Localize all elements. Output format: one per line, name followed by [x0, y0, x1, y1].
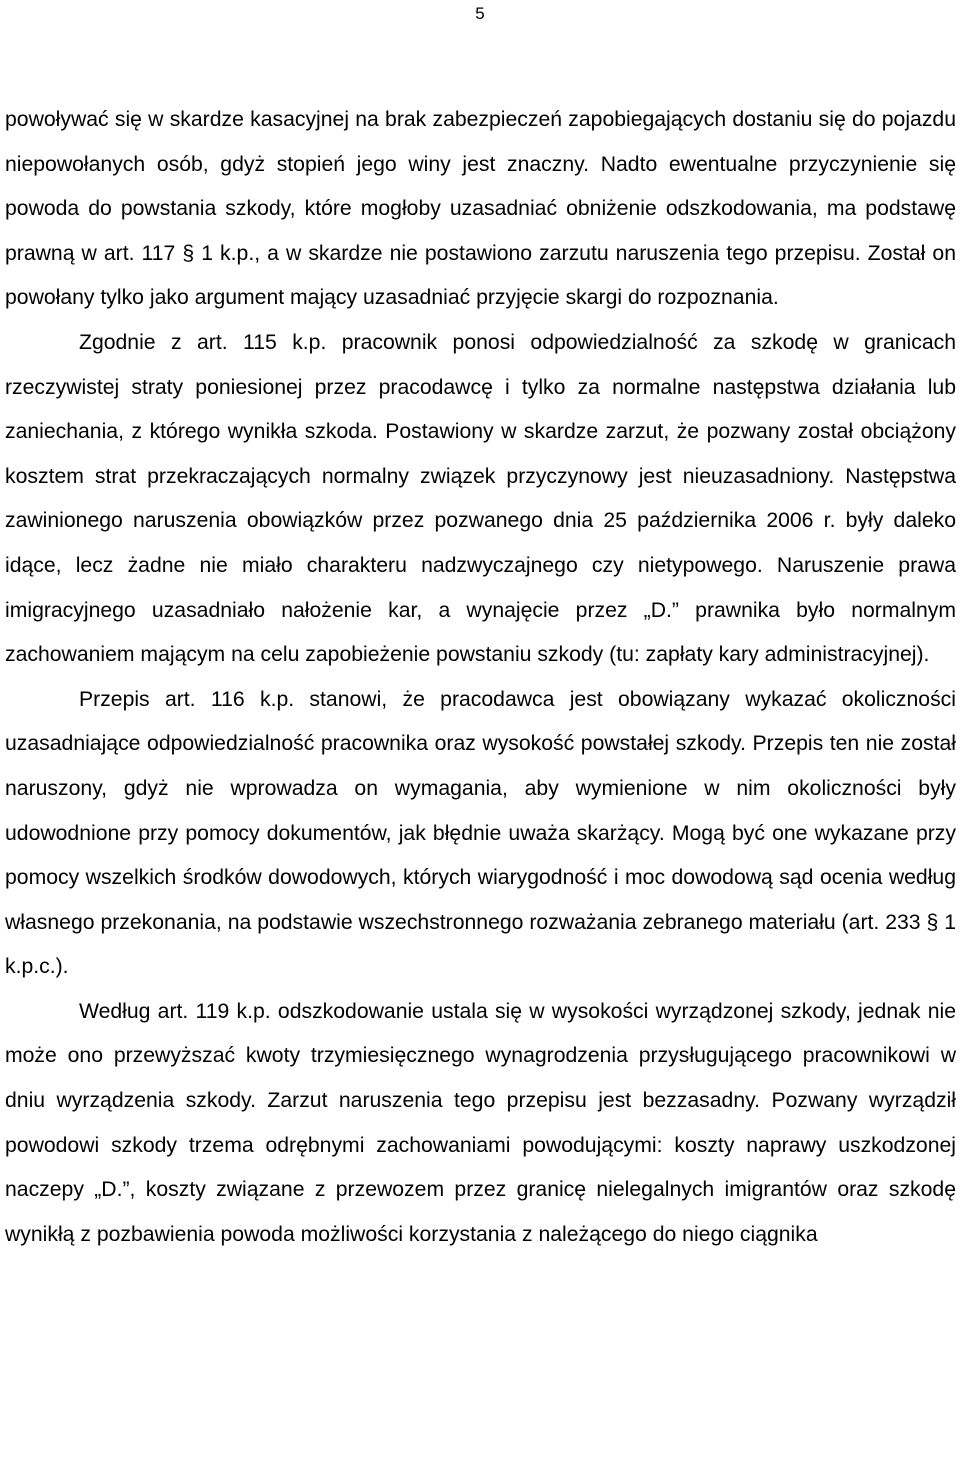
- document-body: [5, 98, 956, 1257]
- paragraph-3: Przepis art. 116 k.p. stanowi, że pracodawca jest obowiązany wykazać okoliczności uzasadniające odpowiedzialność pracownika oraz wysokość powstałej szkody. Przepis ten nie został naruszony, gdyż nie wprowadza on wymagania, aby wymienione w nim okoliczności były udowodnione przy pomocy dokumentów, jak błędnie uważa skarżący. Mogą być one wykazane przy pomocy wszelkich środków dowodowych, których wiarygodność i moc dowodową sąd ocenia według własnego przekonania, na podstawie wszechstronnego rozważania zebranego materiału (art. 233 § 1 k.p.c.).: [5, 687, 956, 979]
- paragraph-4: Według art. 119 k.p. odszkodowanie ustala się w wysokości wyrządzonej szkody, jednak nie może ono przewyższać kwoty trzymiesięcznego wynagrodzenia przysługującego pracownikowi w dniu wyrządzenia szkody. Zarzut naruszenia tego przepisu jest bezzasadny. Pozwany wyrządził powodowi szkody trzema odrębnymi zachowaniami powodującymi: koszty naprawy uszkodzonej naczepy „D.”, koszty związane z przewozem przez granicę nielegalnych imigrantów oraz szkodę wynikłą z pozbawienia powoda możliwości korzystania z należącego do niego ciągnika: [5, 999, 956, 1246]
- paragraph-1: powoływać się w skardze kasacyjnej na brak zabezpieczeń zapobiegających dostaniu się do pojazdu niepowołanych osób, gdyż stopień jego winy jest znaczny. Nadto ewentualne przyczynienie się powoda do powstania szkody, które mogłoby uzasadniać obniżenie odszkodowania, ma podstawę prawną w art. 117 § 1 k.p., a w skardze nie postawiono zarzutu naruszenia tego przepisu. Został on powołany tylko jako argument mający uzasadniać przyjęcie skargi do rozpoznania.: [5, 108, 956, 310]
- page-number: 5: [475, 4, 485, 23]
- paragraph-2: Zgodnie z art. 115 k.p. pracownik ponosi odpowiedzialność za szkodę w granicach rzeczywistej straty poniesionej przez pracodawcę i tylko za normalne następstwa działania lub zaniechania, z którego wynikła szkoda. Postawiony w skardze zarzut, że pozwany został obciążony kosztem strat przekraczających normalny związek przyczynowy jest nieuzasadniony. Następstwa zawinionego naruszenia obowiązków przez pozwanego dnia 25 października 2006 r. były daleko idące, lecz żadne nie miało charakteru nadzwyczajnego czy nietypowego. Naruszenie prawa imigracyjnego uzasadniało nałożenie kar, a wynajęcie przez „D.” prawnika było normalnym zachowaniem mającym na celu zapobieżenie powstaniu szkody (tu: zapłaty kary administracyjnej).: [5, 330, 956, 667]
